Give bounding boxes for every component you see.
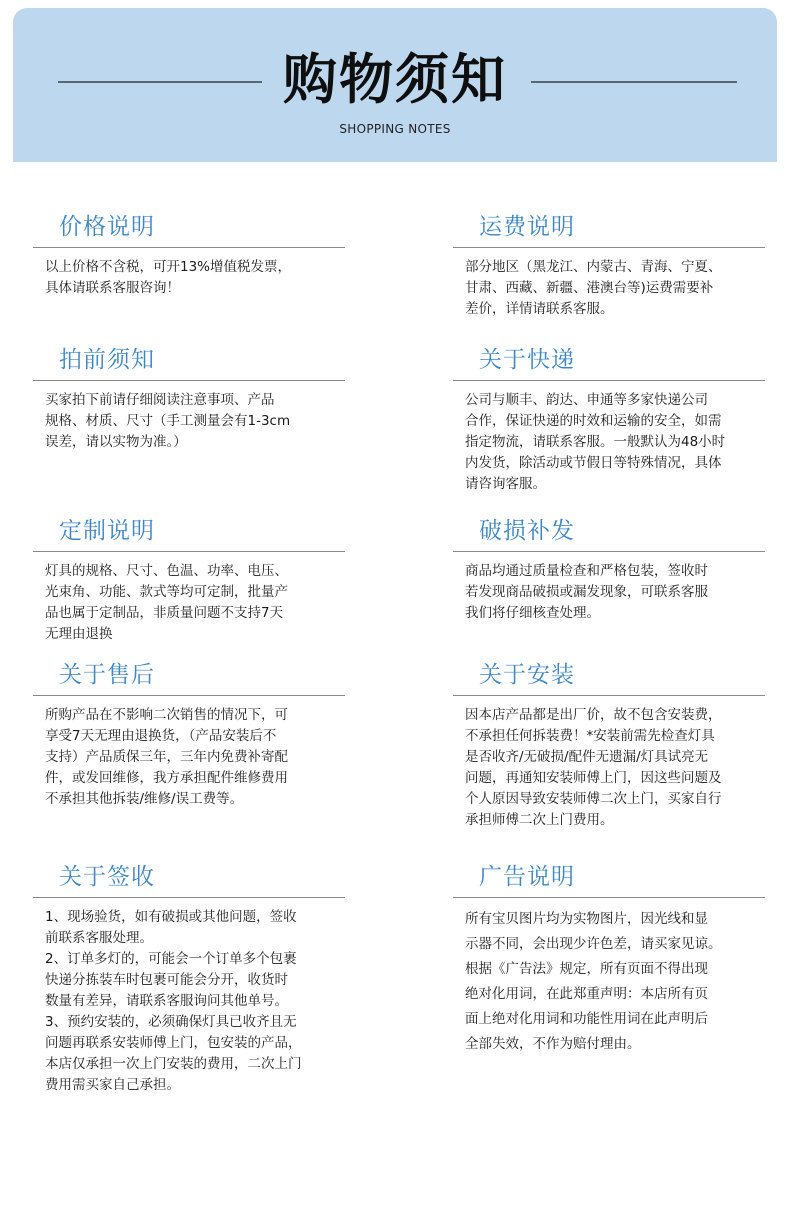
section-line: 示器不同，会出现少许色差，请买家见谅。 <box>465 936 722 952</box>
section-line: 根据《广告法》规定，所有页面不得出现 <box>465 961 708 977</box>
section-customization <box>33 511 345 645</box>
section-line: 绝对化用词，在此郑重声明：本店所有页 <box>465 986 708 1002</box>
section-line: 面上绝对化用词和功能性用词在此声明后 <box>465 1011 708 1027</box>
section-line: 问题再联系安装师傅上门，包安装的产品， <box>45 1035 302 1051</box>
section-line: 2、订单多灯的，可能会一个订单多个包裹 <box>45 951 297 967</box>
section-line: 误差，请以实物为准。） <box>45 434 187 450</box>
section-receipt <box>33 857 345 1096</box>
section-line: 品也属于定制品，非质量问题不支持7天 <box>45 605 284 621</box>
section-line: 件，或发回维修，我方承担配件维修费用 <box>45 770 288 786</box>
section-body <box>33 390 345 453</box>
section-heading: 广告说明 <box>453 857 765 898</box>
section-line: 个人原因导致安装师傅二次上门，买家自行 <box>465 791 722 807</box>
section-express <box>453 340 765 495</box>
section-line: 问题，再通知安装师傅上门，因这些问题及 <box>465 770 722 786</box>
section-damage-reissue <box>453 511 765 624</box>
section-line: 因本店产品都是出厂价，故不包含安装费， <box>465 707 722 723</box>
section-line: 3、预约安装的，必须确保灯具已收齐且无 <box>45 1014 297 1030</box>
section-body <box>453 561 765 624</box>
section-line: 数量有差异，请联系客服询问其他单号。 <box>45 993 288 1009</box>
section-line: 规格、材质、尺寸（手工测量会有1-3cm <box>45 413 291 429</box>
section-line: 本店仅承担一次上门安装的费用，二次上门 <box>45 1056 302 1072</box>
section-body <box>453 257 765 320</box>
section-heading: 关于快递 <box>453 340 765 381</box>
section-heading: 关于售后 <box>33 655 345 696</box>
section-before-purchase <box>33 340 345 453</box>
section-body <box>33 561 345 645</box>
section-line: 享受7天无理由退换货，（产品安装后不 <box>45 728 277 744</box>
section-heading: 关于签收 <box>33 857 345 898</box>
section-line: 全部失效，不作为赔付理由。 <box>465 1036 641 1052</box>
page-subtitle: SHOPPING NOTES <box>339 122 451 136</box>
section-line: 费用需买家自己承担。 <box>45 1077 180 1093</box>
section-body <box>453 907 765 1057</box>
section-line: 快递分拣装车时包裹可能会分开，收货时 <box>45 972 288 988</box>
section-heading: 破损补发 <box>453 511 765 552</box>
section-heading: 拍前须知 <box>33 340 345 381</box>
section-line: 我们将仔细核查处理。 <box>465 605 600 621</box>
section-line: 不承担其他拆装/维修/误工费等。 <box>45 791 244 807</box>
section-line: 指定物流，请联系客服。一般默认为48小时 <box>465 434 726 450</box>
section-heading: 关于安装 <box>453 655 765 696</box>
section-line: 部分地区（黑龙江、内蒙古、青海、宁夏、 <box>465 259 722 275</box>
section-line: 光束角、功能、款式等均可定制，批量产 <box>45 584 288 600</box>
section-shipping-fee <box>453 207 765 320</box>
section-line: 内发货，除活动或节假日等特殊情况，具体 <box>465 455 722 471</box>
section-line: 承担师傅二次上门费用。 <box>465 812 614 828</box>
section-line: 所有宝贝图片均为实物图片，因光线和显 <box>465 911 708 927</box>
section-line: 请咨询客服。 <box>465 476 546 492</box>
section-body <box>33 907 345 1096</box>
section-price <box>33 207 345 299</box>
section-line: 商品均通过质量检查和严格包装，签收时 <box>465 563 708 579</box>
section-body <box>33 705 345 810</box>
section-line: 所购产品在不影响二次销售的情况下，可 <box>45 707 288 723</box>
section-after-sales <box>33 655 345 810</box>
section-body <box>453 390 765 495</box>
section-line: 前联系客服处理。 <box>45 930 153 946</box>
section-heading: 定制说明 <box>33 511 345 552</box>
section-body <box>453 705 765 831</box>
section-line: 甘肃、西藏、新疆、港澳台等)运费需要补 <box>465 280 714 296</box>
section-line: 不承担任何拆装费！*安装前需先检查灯具 <box>465 728 715 744</box>
section-advertising <box>453 857 765 1057</box>
section-line: 买家拍下前请仔细阅读注意事项、产品 <box>45 392 275 408</box>
section-line: 合作，保证快递的时效和运输的安全，如需 <box>465 413 722 429</box>
section-line: 差价，详情请联系客服。 <box>465 301 614 317</box>
section-line: 无理由退换 <box>45 626 113 642</box>
section-line: 1、现场验货，如有破损或其他问题，签收 <box>45 909 297 925</box>
section-line: 具体请联系客服咨询！ <box>45 280 180 296</box>
section-line: 以上价格不含税，可开13%增值税发票， <box>45 259 292 275</box>
section-line: 支持）产品质保三年，三年内免费补寄配 <box>45 749 288 765</box>
section-heading: 运费说明 <box>453 207 765 248</box>
section-installation <box>453 655 765 831</box>
section-line: 灯具的规格、尺寸、色温、功率、电压、 <box>45 563 288 579</box>
banner-divider-right <box>531 81 737 83</box>
section-line: 公司与顺丰、韵达、申通等多家快递公司 <box>465 392 708 408</box>
section-line: 若发现商品破损或漏发现象，可联系客服 <box>465 584 708 600</box>
section-body <box>33 257 345 299</box>
section-heading: 价格说明 <box>33 207 345 248</box>
header-banner <box>13 8 777 162</box>
section-line: 是否收齐/无破损/配件无遗漏/灯具试亮无 <box>465 749 709 765</box>
page-title: 购物须知 <box>283 48 507 111</box>
